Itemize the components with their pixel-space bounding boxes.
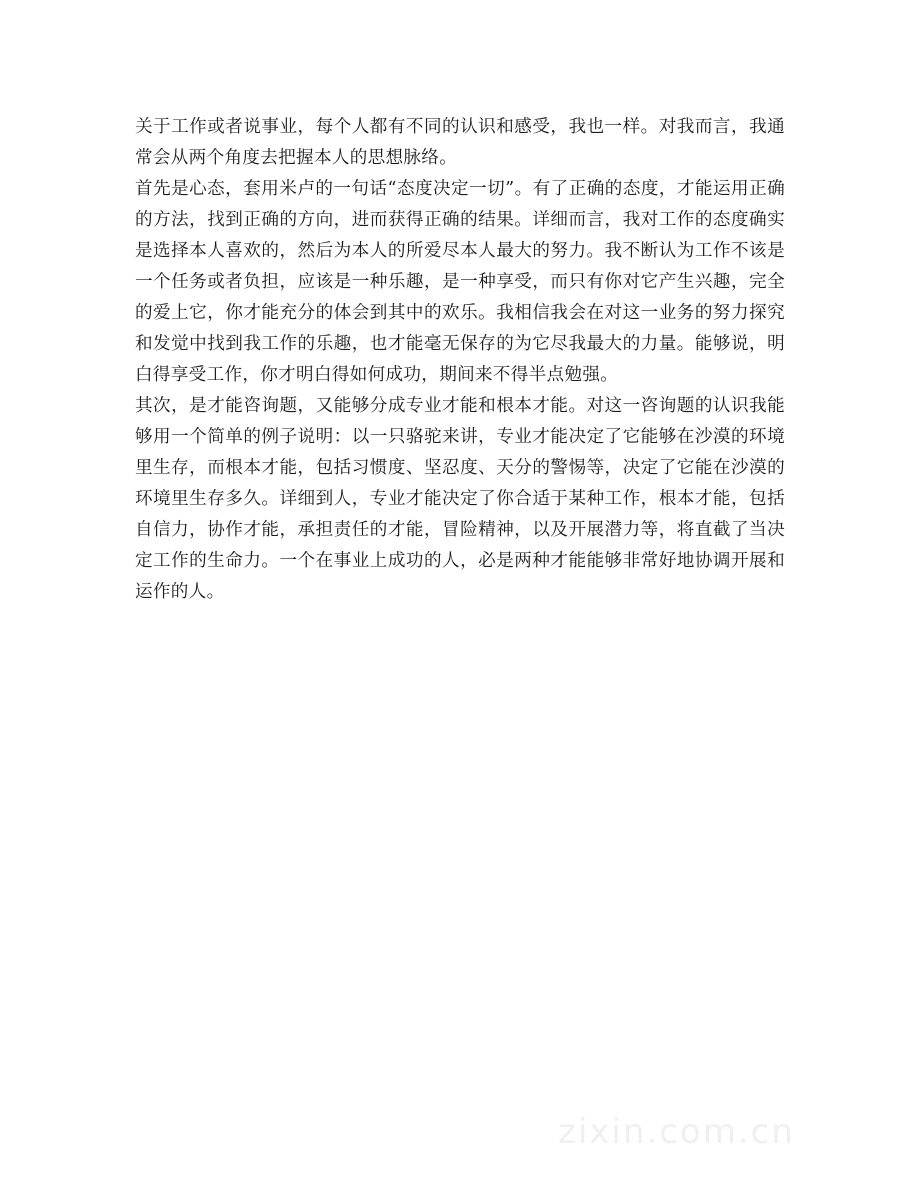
paragraph-3: 其次，是才能咨询题，又能够分成专业才能和根本才能。对这一咨询题的认识我能够用一个简单的例子说明：以一只骆驼来讲，专业才能决定了它能够在沙漠的环境里生存，而根本才能，包括习惯度、坚忍度、天分的警惕等，决定了它能在沙漠的环境里生存多久。详细到人，专业才能决定了你合适于某种工作，根本才能，包括自信力，协作才能，承担责任的才能，冒险精神，以及开展潜力等，将直截了当决定工作的生命力。一个在事业上成功的人，必是两种才能能够非常好地协调开展和运作的人。: [135, 396, 785, 602]
paragraph-2: 首先是心态，套用米卢的一句话“态度决定一切”。有了正确的态度，才能运用正确的方法，找到正确的方向，进而获得正确的结果。详细而言，我对工作的态度确实是选择本人喜欢的，然后为本人的所爱尽本人最大的努力。我不断认为工作不该是一个任务或者负担，应该是一种乐趣，是一种享受，而只有你对它产生兴趣，完全的爱上它，你才能充分的体会到其中的欢乐。我相信我会在对这一业务的努力探究和发觉中找到我工作的乐趣，也才能毫无保存的为它尽我最大的力量。能够说，明白得享受工作，你才明白得如何成功，期间来不得半点勉强。: [135, 179, 785, 385]
document-body: [135, 112, 785, 608]
paragraph-1: 关于工作或者说事业，每个人都有不同的认识和感受，我也一样。对我而言，我通常会从两个角度去把握本人的思想脉络。: [135, 117, 785, 168]
watermark: zixin.com.cn: [558, 1112, 795, 1152]
